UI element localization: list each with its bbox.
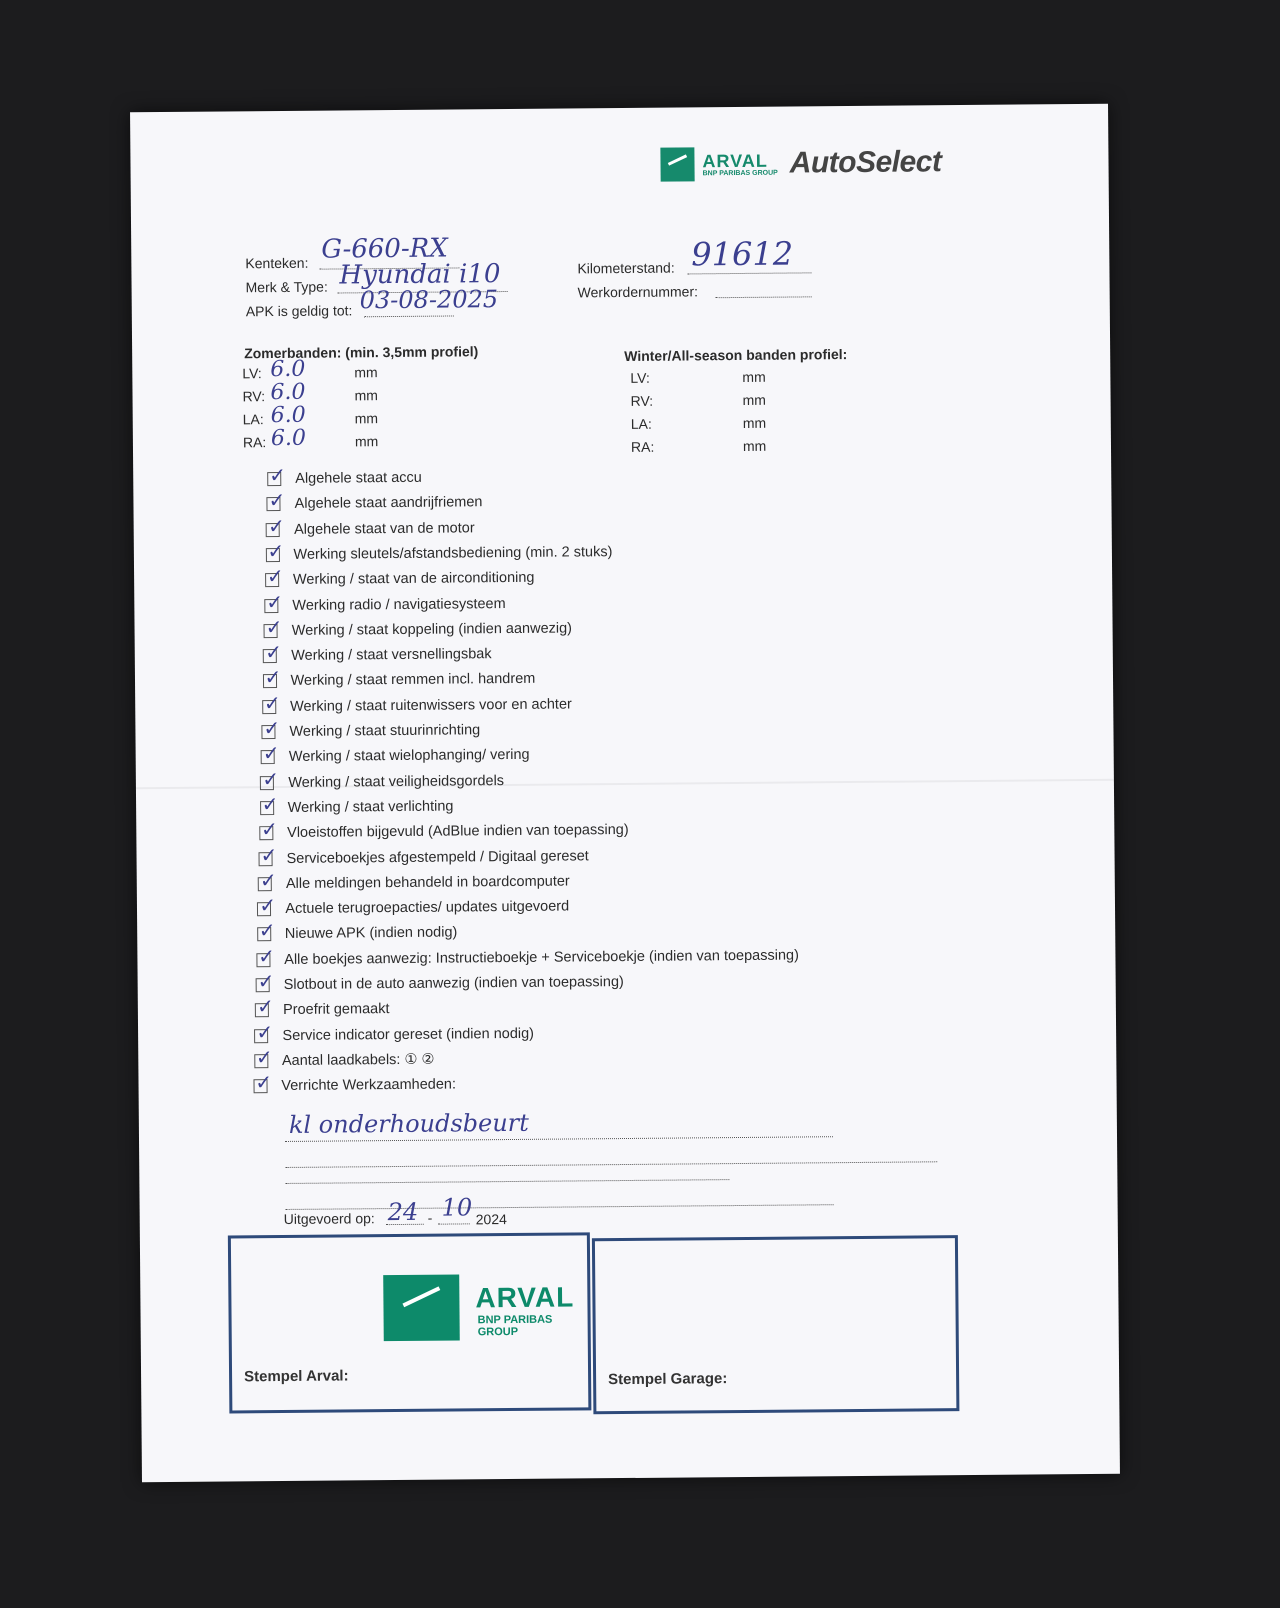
checkmark-icon: ✓ xyxy=(257,969,275,994)
summer-title: Zomerbanden: (min. 3,5mm profiel) xyxy=(244,343,479,362)
summer-row-ra: RA: 6.0 mm xyxy=(242,425,379,452)
checkbox[interactable] xyxy=(265,564,284,589)
checklist-item xyxy=(267,488,483,513)
checklist-item xyxy=(255,994,390,1019)
stamp-garage-label: Stempel Garage: xyxy=(608,1370,728,1389)
winter-row-la: LA: mm xyxy=(630,414,767,432)
checkbox[interactable] xyxy=(260,791,279,817)
checkbox[interactable] xyxy=(254,1019,274,1044)
checkbox[interactable] xyxy=(264,614,283,639)
checkmark-icon: ✓ xyxy=(261,791,279,817)
checkmark-icon: ✓ xyxy=(259,893,277,918)
checkmark-icon: ✓ xyxy=(258,918,276,943)
checkmark-icon: ✓ xyxy=(259,867,277,892)
winter-row-lv: LV: mm xyxy=(630,368,766,386)
summer-row-rv: RV: 6.0 mm xyxy=(242,379,378,406)
executed-day: 24 xyxy=(387,1197,419,1227)
checkbox[interactable] xyxy=(263,640,283,665)
checkmark-icon: ✓ xyxy=(268,488,286,513)
checklist-label: Algehele staat accu xyxy=(295,469,422,487)
checkbox[interactable] xyxy=(264,589,284,614)
checkmark-icon: ✓ xyxy=(266,589,284,614)
checkmark-icon: ✓ xyxy=(264,665,282,690)
arval-stamp-logo-sub: BNP PARIBAS GROUP xyxy=(477,1313,553,1339)
checkmark-icon: ✓ xyxy=(258,943,276,968)
merk-label: Merk & Type: xyxy=(245,278,328,296)
header-logo xyxy=(660,145,941,181)
checkmark-icon: ✓ xyxy=(260,817,278,842)
checkmark-icon: ✓ xyxy=(263,690,281,715)
checklist-label: Nieuwe APK (indien nodig) xyxy=(284,924,458,943)
executed-month: 10 xyxy=(441,1193,473,1222)
checklist-label: Verrichte Werkzaamheden: xyxy=(281,1076,457,1095)
winter-row-rv: RV: mm xyxy=(630,391,766,409)
checkmark-icon: ✓ xyxy=(265,614,283,639)
checklist-label: Actuele terugroepacties/ updates uitgevoerd xyxy=(285,898,570,918)
checklist-item xyxy=(263,640,492,665)
checkbox[interactable] xyxy=(258,842,278,867)
checkmark-icon: ✓ xyxy=(262,741,280,766)
summer-row-la: LA: 6.0 mm xyxy=(242,402,379,429)
checkbox[interactable] xyxy=(259,817,278,842)
checkbox[interactable] xyxy=(267,488,286,513)
checkbox[interactable] xyxy=(267,462,287,488)
checklist-label: Werking / staat koppeling (indien aanwezig) xyxy=(291,620,573,639)
checkbox[interactable] xyxy=(262,690,281,715)
summer-rows xyxy=(242,356,413,453)
work-line-3 xyxy=(285,1179,729,1184)
arval-logo-icon xyxy=(660,147,694,181)
checkbox[interactable] xyxy=(261,716,281,741)
checklist-item xyxy=(257,918,458,943)
checkmark-icon: ✓ xyxy=(263,716,281,741)
checkbox[interactable] xyxy=(256,943,276,968)
executed-label: Uitgevoerd op: xyxy=(283,1210,375,1227)
checklist-label: Werking sleutels/afstandsbediening (min. 2 stuks) xyxy=(293,543,613,563)
checklist-item xyxy=(261,741,530,766)
werkorder-label: Werkordernummer: xyxy=(577,283,699,301)
checkmark-icon: ✓ xyxy=(269,462,287,488)
checklist-label: Werking / staat van de airconditioning xyxy=(292,569,535,589)
apk-value: 03-08-2025 xyxy=(359,285,499,315)
brand-sub: BNP PARIBAS GROUP xyxy=(702,169,778,177)
checkmark-icon: ✓ xyxy=(256,994,274,1019)
checkbox[interactable] xyxy=(265,538,285,564)
apk-label: APK is geldig tot: xyxy=(245,302,353,320)
checklist-label: Werking / staat versnellingsbak xyxy=(291,646,492,665)
checkbox[interactable] xyxy=(253,1070,273,1095)
checkbox[interactable] xyxy=(257,893,277,918)
checklist-item xyxy=(260,766,505,791)
checkbox[interactable] xyxy=(257,918,276,943)
stamp-arval-box xyxy=(228,1232,592,1413)
checkbox[interactable] xyxy=(260,766,280,791)
executed-month-line xyxy=(438,1223,470,1224)
checkmark-icon: ✓ xyxy=(267,513,285,538)
checkbox[interactable] xyxy=(254,1044,273,1070)
checkbox[interactable] xyxy=(261,741,280,766)
checklist-item xyxy=(259,817,629,842)
checklist-item xyxy=(260,791,454,817)
checklist-label: Werking / staat remmen incl. handrem xyxy=(290,671,536,690)
checklist-item xyxy=(256,943,799,968)
checkbox[interactable] xyxy=(263,665,282,690)
checklist-label: Algehele staat van de motor xyxy=(294,519,475,538)
checkmark-icon: ✓ xyxy=(255,1044,273,1070)
inspection-form xyxy=(130,104,1120,1482)
summer-row-lv: LV: 6.0 mm xyxy=(242,356,378,383)
checklist-label: Werking / staat veiligheidsgordels xyxy=(288,772,505,791)
winter-rows xyxy=(630,367,791,460)
apk-line xyxy=(364,315,454,317)
checklist-label: Proefrit gemaakt xyxy=(283,1001,390,1019)
checklist-item xyxy=(266,513,475,538)
checklist-item xyxy=(256,969,624,994)
checkmark-icon: ✓ xyxy=(255,1070,273,1095)
checklist-item xyxy=(265,538,613,564)
brand-name: ARVAL xyxy=(702,150,768,171)
checkmark-icon: ✓ xyxy=(266,564,284,589)
checkmark-icon: ✓ xyxy=(265,640,283,665)
checkmark-icon: ✓ xyxy=(260,842,278,867)
winter-title: Winter/All-season banden profiel: xyxy=(624,346,848,364)
kenteken-value: G-660-RX xyxy=(321,233,448,265)
checkmark-icon: ✓ xyxy=(262,766,280,791)
checkbox[interactable] xyxy=(256,969,275,994)
arval-stamp-logo-icon xyxy=(383,1274,460,1341)
checkmark-icon: ✓ xyxy=(267,538,285,564)
checklist-label: Slotbout in de auto aanwezig (indien van toepassing) xyxy=(283,974,624,993)
checkbox[interactable] xyxy=(258,867,277,892)
checklist-label: Algehele staat aandrijfriemen xyxy=(294,494,483,513)
checklist-item xyxy=(258,842,589,867)
checklist-label: Alle meldingen behandeld in boardcomputer xyxy=(285,873,570,892)
checklist-label: Alle boekjes aanwezig: Instructieboekje + Serviceboekje (indien van toepassing) xyxy=(284,947,799,968)
stamp-arval-label: Stempel Arval: xyxy=(244,1367,349,1386)
checklist-label: Aantal laadkabels: ① ② xyxy=(281,1051,435,1069)
checklist-item xyxy=(257,893,570,918)
work-line-2 xyxy=(285,1161,937,1168)
km-value: 91612 xyxy=(691,234,794,274)
checklist-label: Werking / staat ruitenwissers voor en achter xyxy=(289,696,572,715)
checklist-label: Werking / staat wielophanging/ vering xyxy=(288,747,530,766)
werkorder-line xyxy=(716,296,812,298)
checklist-item xyxy=(258,867,570,892)
checkbox[interactable] xyxy=(266,513,285,538)
arval-stamp-logo-text: ARVAL xyxy=(475,1281,575,1314)
checklist-item xyxy=(265,564,535,589)
checklist-item xyxy=(267,462,422,488)
executed-year: 2024 xyxy=(475,1211,507,1228)
winter-row-ra: RA: mm xyxy=(630,437,767,455)
checklist-label: Werking / staat verlichting xyxy=(287,798,454,816)
checklist-label: Serviceboekjes afgestempeld / Digitaal gereset xyxy=(286,847,589,867)
checklist-item xyxy=(254,1019,535,1044)
checkbox[interactable] xyxy=(255,994,274,1019)
checklist-item xyxy=(253,1070,457,1095)
checklist-item xyxy=(263,665,536,690)
checklist-item xyxy=(262,690,572,715)
executed-sep: - xyxy=(427,1209,433,1226)
checklist-label: Werking / staat stuurinrichting xyxy=(289,722,481,740)
work-line-4 xyxy=(286,1204,834,1210)
checklist-label: Service indicator gereset (indien nodig) xyxy=(282,1025,535,1044)
work-description: kl onderhoudsbeurt xyxy=(288,1108,529,1139)
checkmark-icon: ✓ xyxy=(256,1019,274,1044)
checklist-item xyxy=(264,614,573,639)
stamp-garage-box xyxy=(592,1235,960,1414)
km-label: Kilometerstand: xyxy=(577,259,675,277)
checklist-item xyxy=(254,1044,435,1070)
checklist-label: Vloeistoffen bijgevuld (AdBlue indien van toepassing) xyxy=(287,822,629,842)
checklist-item xyxy=(261,716,481,741)
merk-value: Hyundai i10 xyxy=(339,259,501,291)
kenteken-label: Kenteken: xyxy=(245,254,309,272)
product-name: AutoSelect xyxy=(789,145,942,180)
checklist-label: Werking radio / navigatiesysteem xyxy=(292,595,506,614)
checklist-item xyxy=(264,589,506,614)
